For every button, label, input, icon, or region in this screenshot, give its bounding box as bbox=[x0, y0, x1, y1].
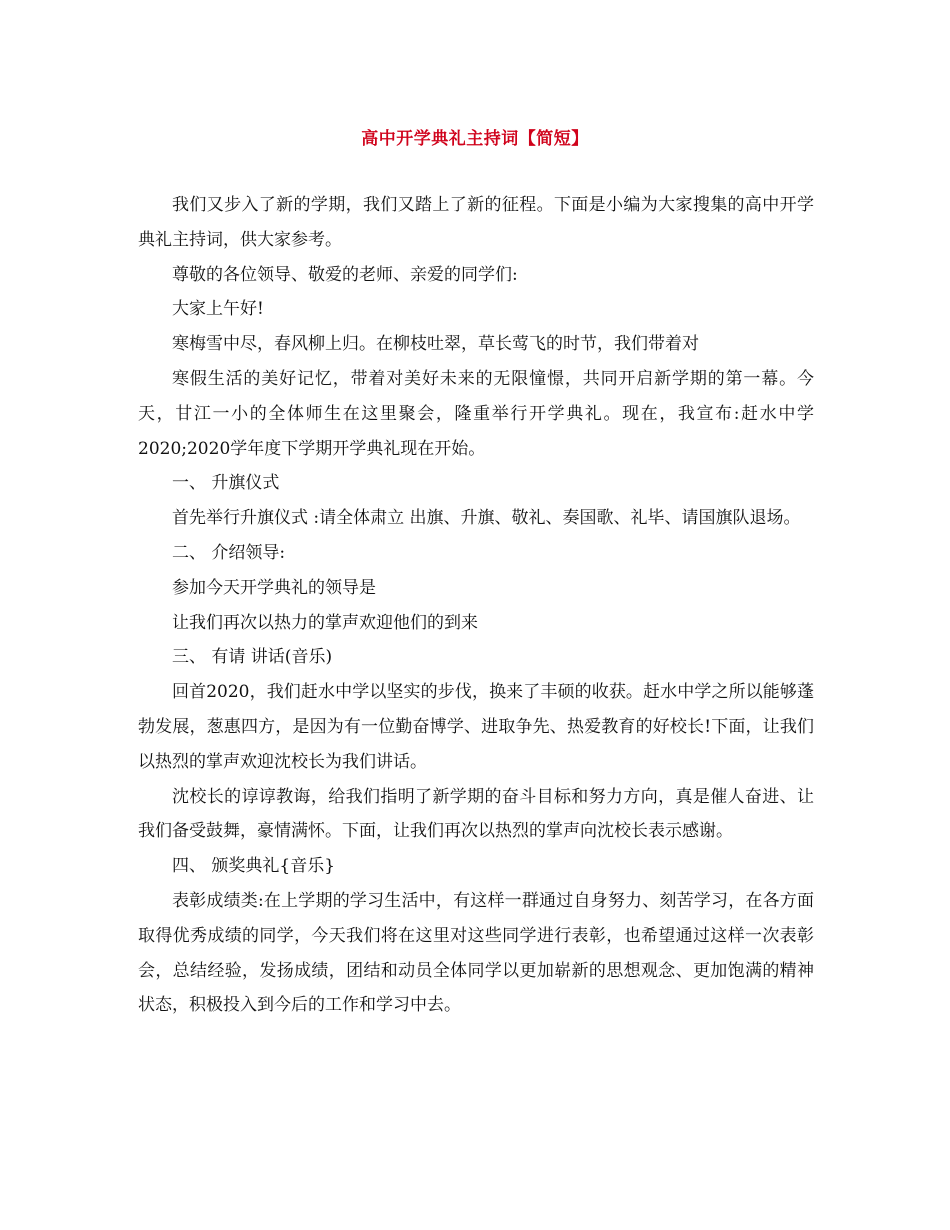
section-heading: 二、 介绍领导: bbox=[172, 542, 286, 563]
document-body bbox=[138, 188, 814, 1023]
section-heading: 一、 升旗仪式 bbox=[172, 473, 280, 494]
document-title: 高中开学典礼主持词【简短】 bbox=[361, 129, 589, 149]
paragraph: 尊敬的各位领导、敬爱的老师、亲爱的同学们: bbox=[172, 264, 518, 285]
section-heading: 三、 有请 讲话(音乐) bbox=[172, 647, 333, 668]
paragraph: 回首2020，我们赶水中学以坚实的步伐，换来了丰硕的收获。赶水中学之所以能够蓬勃发展，葱惠四方，是因为有一位勤奋博学、进取争先、热爱教育的好校长!下面，让我们以热烈的掌声欢迎沈校长为我们讲话。 bbox=[138, 682, 814, 772]
paragraph: 沈校长的谆谆教诲，给我们指明了新学期的奋斗目标和努力方向，真是催人奋进、让我们备受鼓舞，豪情满怀。下面，让我们再次以热烈的掌声向沈校长表示感谢。 bbox=[138, 786, 814, 842]
section-heading: 四、 颁奖典礼{音乐} bbox=[172, 856, 336, 877]
paragraph: 参加今天开学典礼的领导是 bbox=[172, 577, 376, 598]
paragraph: 寒梅雪中尽，春风柳上归。在柳枝吐翠，草长莺飞的时节，我们带着对 bbox=[172, 334, 699, 355]
paragraph: 让我们再次以热力的掌声欢迎他们的到来 bbox=[172, 612, 478, 633]
paragraph: 首先举行升旗仪式 :请全体肃立 出旗、升旗、敬礼、奏国歌、礼毕、请国旗队退场。 bbox=[172, 508, 801, 529]
paragraph: 寒假生活的美好记忆，带着对美好未来的无限憧憬，共同开启新学期的第一幕。今天，甘江一小的全体师生在这里聚会，隆重举行开学典礼。现在，我宣布:赶水中学2020;2020学年度下学期开学典礼现在开始。 bbox=[138, 368, 814, 459]
paragraph: 我们又步入了新的学期，我们又踏上了新的征程。下面是小编为大家搜集的高中开学典礼主持词，供大家参考。 bbox=[138, 195, 814, 250]
paragraph: 表彰成绩类:在上学期的学习生活中，有这样一群通过自身努力、刻苦学习，在各方面取得优秀成绩的同学，今天我们将在这里对这些同学进行表彰，也希望通过这样一次表彰会，总结经验，发扬成绩，团结和动员全体同学以更加崭新的思想观念、更加饱满的精神状态，积极投入到今后的工作和学习中去。 bbox=[138, 890, 814, 1016]
paragraph: 大家上午好! bbox=[172, 299, 264, 320]
